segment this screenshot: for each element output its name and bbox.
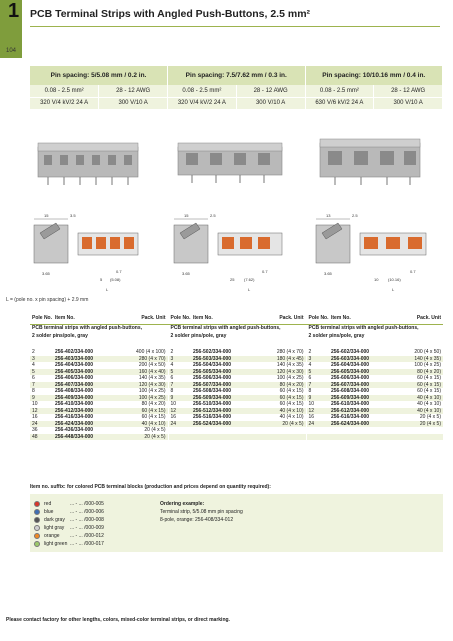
- pack-unit-cell: [251, 434, 306, 441]
- pole-no-cell: 9: [306, 395, 329, 402]
- spec-cell: 28 - 12 AWG: [374, 85, 443, 97]
- pack-unit-cell: 20 (4 x 5): [419, 414, 441, 420]
- pack-unit-cell: 60 (4 x 15): [113, 408, 168, 415]
- col-pack: Pack. Unit: [251, 312, 306, 324]
- pole-no-cell: 48: [30, 434, 53, 441]
- pack-unit-cell: 100 (4 x 25): [113, 388, 168, 395]
- suffix-list: [34, 500, 104, 548]
- spec-heading: Pin spacing: 7.5/7.62 mm / 0.3 in.: [168, 66, 306, 85]
- pole-no-cell: 24: [306, 421, 329, 428]
- spec-cell: 28 - 12 AWG: [236, 85, 305, 97]
- dimension-drawings: [30, 205, 443, 295]
- pole-no-cell: 10: [170, 401, 177, 407]
- color-swatch-icon: [34, 525, 40, 531]
- color-swatch-icon: [34, 517, 40, 523]
- color-swatch-icon: [34, 509, 40, 515]
- pack-unit-cell: 40 (4 x 10): [389, 395, 443, 402]
- pole-no-cell: [306, 434, 329, 441]
- page-number-small: 104: [6, 48, 17, 54]
- dim-label: 15: [44, 213, 49, 218]
- col-pole: Pole No.: [168, 312, 191, 324]
- spec-cell: 630 V/6 kV/2 24 A: [305, 97, 374, 109]
- pole-no-cell: 24: [30, 421, 53, 428]
- product-desc: PCB terminal strips with angled push-buttons,: [308, 325, 419, 331]
- spec-heading: Pin spacing: 5/5.08 mm / 0.2 in.: [30, 66, 168, 85]
- item-no-cell: 256-506/334-000: [193, 375, 232, 381]
- dim-label: 5: [100, 277, 103, 282]
- item-no-cell: 256-404/334-000: [55, 362, 94, 368]
- footer-note: Please contact factory for other lengths, colors, mixed-color terminal strips, or direct marking.: [6, 617, 230, 623]
- pack-unit-cell: 40 (4 x 10): [251, 414, 306, 421]
- item-no-cell: 256-503/334-000: [191, 356, 251, 363]
- item-no-cell: [191, 434, 251, 441]
- pole-no-cell: 10: [308, 401, 315, 407]
- pack-unit-cell: 60 (4 x 15): [417, 375, 441, 381]
- pack-unit-cell: 60 (4 x 15): [251, 401, 306, 408]
- pack-unit-cell: [389, 434, 443, 441]
- item-no-cell: 256-436/334-000: [55, 427, 94, 433]
- spec-cell: 28 - 12 AWG: [99, 85, 168, 97]
- item-no-cell: 256-416/334-000: [55, 414, 94, 420]
- pack-unit-cell: 140 (4 x 35): [113, 375, 168, 382]
- color-swatch-icon: [34, 533, 40, 539]
- spec-cell: 0.08 - 2.5 mm²: [168, 85, 237, 97]
- pack-unit-cell: 80 (4 x 20): [113, 401, 168, 408]
- suffix-color-name: light green: [44, 541, 68, 547]
- pole-no-cell: 7: [30, 382, 53, 389]
- pole-no-cell: 4: [308, 362, 312, 368]
- pack-unit-cell: 60 (4 x 15): [417, 388, 441, 394]
- suffix-title: Item no. suffix: for colored PCB terminal blocks (production and prices depend on quantity required):: [30, 484, 271, 490]
- pole-no-cell: 6: [170, 375, 174, 381]
- pole-no-cell: 7: [306, 382, 329, 389]
- pack-unit-cell: 160 (4 x 40): [113, 369, 168, 376]
- item-no-cell: 256-616/334-000: [331, 414, 370, 420]
- product-desc: 2 solder pins/pole, gray: [30, 332, 168, 340]
- col-pack: Pack. Unit: [389, 312, 443, 324]
- pole-no-cell: 7: [168, 382, 191, 389]
- pole-no-cell: 3: [306, 356, 329, 363]
- pack-unit-cell: 200 (4 x 50): [113, 362, 168, 369]
- dimension-drawing-7.5mm: [174, 213, 282, 292]
- col-item: Item No.: [53, 312, 113, 324]
- page-number: 1: [8, 0, 20, 22]
- suffix-code: ... - ... /000-009: [70, 525, 104, 531]
- pack-unit-cell: 400 (4 x 100): [113, 349, 168, 356]
- pole-no-cell: 8: [308, 388, 312, 394]
- dim-label: 25: [230, 277, 235, 282]
- pole-no-cell: 8: [32, 388, 35, 394]
- item-no-cell: 256-406/334-000: [55, 375, 94, 381]
- pack-unit-cell: 140 (4 x 35): [389, 356, 443, 363]
- pack-unit-cell: 40 (4 x 10): [389, 408, 443, 415]
- item-no-cell: 256-510/334-000: [193, 401, 232, 407]
- pole-no-cell: 4: [170, 362, 174, 368]
- suffix-code: ... - ... /000-017: [70, 541, 104, 547]
- item-no-cell: 256-505/334-000: [191, 369, 251, 376]
- item-no-cell: 256-612/334-000: [329, 408, 389, 415]
- pole-no-cell: 9: [30, 395, 53, 402]
- spec-cell: 300 V/10 A: [236, 97, 305, 109]
- pack-unit-cell: 140 (4 x 35): [251, 362, 306, 369]
- dim-label: 2.5: [210, 213, 216, 218]
- table-row: [30, 434, 443, 441]
- item-no-cell: 256-410/334-000: [55, 401, 94, 407]
- suffix-item: [34, 540, 104, 548]
- ordering-rows: [30, 349, 443, 440]
- dim-label: (7.62): [244, 277, 255, 282]
- item-no-cell: 256-606/334-000: [331, 375, 370, 381]
- pole-no-cell: 2: [32, 349, 35, 355]
- page-title: PCB Terminal Strips with Angled Push-Buttons, 2.5 mm²: [30, 8, 311, 20]
- ordering-table: [30, 312, 443, 440]
- suffix-code: ... - ... /000-008: [70, 517, 104, 523]
- item-no-cell: 256-504/334-000: [193, 362, 232, 368]
- dim-label: 15: [184, 213, 189, 218]
- dim-label: L: [248, 287, 251, 292]
- pole-no-cell: 3: [168, 356, 191, 363]
- product-photo-7.5mm: [178, 143, 282, 183]
- dim-label: (5.08): [110, 277, 121, 282]
- product-desc: PCB terminal strips with angled push-buttons,: [168, 324, 306, 332]
- item-no-cell: 256-608/334-000: [331, 388, 370, 394]
- item-no-cell: 256-516/334-000: [193, 414, 232, 420]
- col-item: Item No.: [191, 312, 251, 324]
- dim-label: 3.65: [42, 271, 50, 276]
- dim-label: 13: [326, 213, 331, 218]
- pole-no-cell: 4: [32, 362, 35, 368]
- spec-cell: 300 V/10 A: [374, 97, 443, 109]
- product-photo-10mm: [320, 139, 420, 185]
- color-swatch-icon: [34, 541, 40, 547]
- item-no-cell: 256-412/334-000: [53, 408, 113, 415]
- pack-unit-cell: 40 (4 x 10): [251, 408, 306, 415]
- spec-cell: 320 V/4 kV/2 24 A: [30, 97, 99, 109]
- pole-no-cell: 5: [168, 369, 191, 376]
- dim-label: 3.5: [70, 213, 76, 218]
- item-no-cell: 256-609/334-000: [329, 395, 389, 402]
- pole-no-cell: 16: [32, 414, 38, 420]
- spec-cell: 300 V/10 A: [99, 97, 168, 109]
- spec-cell: 0.08 - 2.5 mm²: [30, 85, 99, 97]
- item-no-cell: 256-402/334-000: [55, 349, 94, 355]
- ordering-example-line: 8-pole, orange: 256-408/334-012: [160, 517, 234, 523]
- dim-label: L: [392, 287, 395, 292]
- title-divider: [30, 26, 440, 27]
- pole-no-cell: 16: [308, 414, 315, 420]
- dim-label: 3.65: [324, 271, 332, 276]
- ordering-example-line: Terminal strip, 5/5.08 mm pin spacing: [160, 509, 243, 515]
- suffix-item: [34, 524, 104, 532]
- item-no-cell: 256-603/334-000: [329, 356, 389, 363]
- pole-no-cell: 36: [32, 427, 38, 433]
- col-pole: Pole No.: [30, 312, 53, 324]
- pack-unit-cell: 60 (4 x 15): [251, 395, 306, 402]
- item-no-cell: 256-524/334-000: [191, 421, 251, 428]
- product-desc: 2 solder pins/pole, gray: [168, 332, 306, 340]
- pole-no-cell: 12: [306, 408, 329, 415]
- suffix-color-name: red: [44, 501, 52, 507]
- suffix-color-name: orange: [44, 533, 60, 539]
- pole-no-cell: 9: [168, 395, 191, 402]
- dim-label: 0.7: [262, 269, 268, 274]
- dimension-drawing-5mm: [34, 213, 138, 292]
- dim-label: L: [106, 287, 109, 292]
- col-pole: Pole No.: [306, 312, 329, 324]
- pack-unit-cell: 280 (4 x 70): [251, 349, 306, 356]
- suffix-color-name: blue: [44, 509, 54, 515]
- suffix-color-name: dark gray: [44, 517, 65, 523]
- item-no-cell: 256-448/334-000: [53, 434, 113, 441]
- suffix-code: ... - ... /000-006: [70, 509, 104, 515]
- pole-no-cell: [168, 434, 191, 441]
- suffix-item: [34, 532, 104, 540]
- suffix-item: [34, 516, 104, 524]
- product-photo-5mm: [38, 143, 138, 185]
- pole-no-cell: 5: [30, 369, 53, 376]
- spec-cell: 320 V/4 kV/2 24 A: [168, 97, 237, 109]
- pack-unit-cell: 120 (4 x 30): [251, 369, 306, 376]
- pole-no-cell: 2: [170, 349, 174, 355]
- suffix-item: [34, 508, 104, 516]
- pack-unit-cell: 40 (4 x 10): [417, 401, 441, 407]
- pack-unit-cell: 120 (4 x 30): [113, 382, 168, 389]
- item-no-cell: [329, 434, 389, 441]
- dim-label: 0.7: [116, 269, 122, 274]
- item-no-cell: 256-602/334-000: [331, 349, 370, 355]
- pole-no-cell: 6: [32, 375, 35, 381]
- suffix-item: [34, 500, 104, 508]
- suffix-code: ... - ... /000-012: [70, 533, 104, 539]
- color-swatch-icon: [34, 501, 40, 507]
- dim-label: 2.5: [352, 213, 358, 218]
- dim-label: 3.65: [182, 271, 190, 276]
- product-desc: PCB terminal strips with angled push-buttons,: [30, 324, 168, 332]
- suffix-box: [30, 494, 443, 552]
- item-no-cell: 256-610/334-000: [331, 401, 370, 407]
- item-no-cell: 256-605/334-000: [329, 369, 389, 376]
- pack-unit-cell: 180 (4 x 45): [251, 356, 306, 363]
- item-no-cell: 256-424/334-000: [53, 421, 113, 428]
- col-item: Item No.: [329, 312, 389, 324]
- dim-label: (10.16): [388, 277, 401, 282]
- pole-no-cell: 24: [168, 421, 191, 428]
- spec-cell: 0.08 - 2.5 mm²: [305, 85, 374, 97]
- pole-no-cell: 3: [30, 356, 53, 363]
- pack-unit-cell: 200 (4 x 50): [414, 349, 441, 355]
- item-no-cell: 256-512/334-000: [191, 408, 251, 415]
- spec-heading: Pin spacing: 10/10.16 mm / 0.4 in.: [305, 66, 443, 85]
- pole-no-cell: 12: [168, 408, 191, 415]
- pack-unit-cell: 60 (4 x 15): [389, 382, 443, 389]
- item-no-cell: 256-408/334-000: [55, 388, 94, 394]
- item-no-cell: 256-607/334-000: [329, 382, 389, 389]
- dim-label: 0.7: [410, 269, 416, 274]
- ordering-example-title: Ordering example:: [160, 501, 205, 507]
- item-no-cell: 256-405/334-000: [53, 369, 113, 376]
- item-no-cell: 256-509/334-000: [191, 395, 251, 402]
- dim-label: 10: [374, 277, 379, 282]
- item-no-cell: 256-409/334-000: [53, 395, 113, 402]
- length-formula: L = (pole no. x pin spacing) + 2.9 mm: [6, 297, 89, 303]
- pack-unit-cell: 20 (4 x 5): [389, 421, 443, 428]
- pole-no-cell: 10: [32, 401, 38, 407]
- pole-no-cell: 8: [170, 388, 174, 394]
- suffix-color-name: light gray: [44, 525, 65, 531]
- col-pack: Pack. Unit: [113, 312, 168, 324]
- item-no-cell: 256-507/334-000: [191, 382, 251, 389]
- item-no-cell: 256-403/334-000: [53, 356, 113, 363]
- pack-unit-cell: 100 (4 x 25): [414, 362, 441, 368]
- item-no-cell: 256-502/334-000: [193, 349, 232, 355]
- pack-unit-cell: 60 (4 x 15): [113, 414, 168, 421]
- pole-no-cell: 2: [308, 349, 312, 355]
- pack-unit-cell: 100 (4 x 25): [251, 375, 306, 382]
- item-no-cell: 256-604/334-000: [331, 362, 370, 368]
- pole-no-cell: 5: [306, 369, 329, 376]
- item-no-cell: 256-624/334-000: [329, 421, 389, 428]
- dimension-drawing-10mm: [316, 213, 426, 292]
- spec-table: [30, 66, 443, 109]
- item-no-cell: 256-407/334-000: [53, 382, 113, 389]
- pack-unit-cell: 100 (4 x 25): [113, 395, 168, 402]
- pack-unit-cell: 60 (4 x 15): [251, 388, 306, 395]
- pole-no-cell: 6: [308, 375, 312, 381]
- product-photos: [30, 133, 443, 199]
- pack-unit-cell: 40 (4 x 10): [113, 421, 168, 428]
- ordering-example: [160, 500, 243, 524]
- pack-unit-cell: 80 (4 x 20): [389, 369, 443, 376]
- product-desc: 2 solder pins/pole, gray: [308, 332, 365, 339]
- pole-no-cell: 16: [170, 414, 177, 420]
- pack-unit-cell: 20 (4 x 5): [113, 427, 168, 434]
- suffix-code: ... - ... /000-005: [70, 501, 104, 507]
- pack-unit-cell: 20 (4 x 5): [113, 434, 168, 441]
- pack-unit-cell: 20 (4 x 5): [251, 421, 306, 428]
- item-no-cell: 256-508/334-000: [193, 388, 232, 394]
- pole-no-cell: 12: [30, 408, 53, 415]
- pack-unit-cell: 80 (4 x 20): [251, 382, 306, 389]
- pack-unit-cell: 280 (4 x 70): [113, 356, 168, 363]
